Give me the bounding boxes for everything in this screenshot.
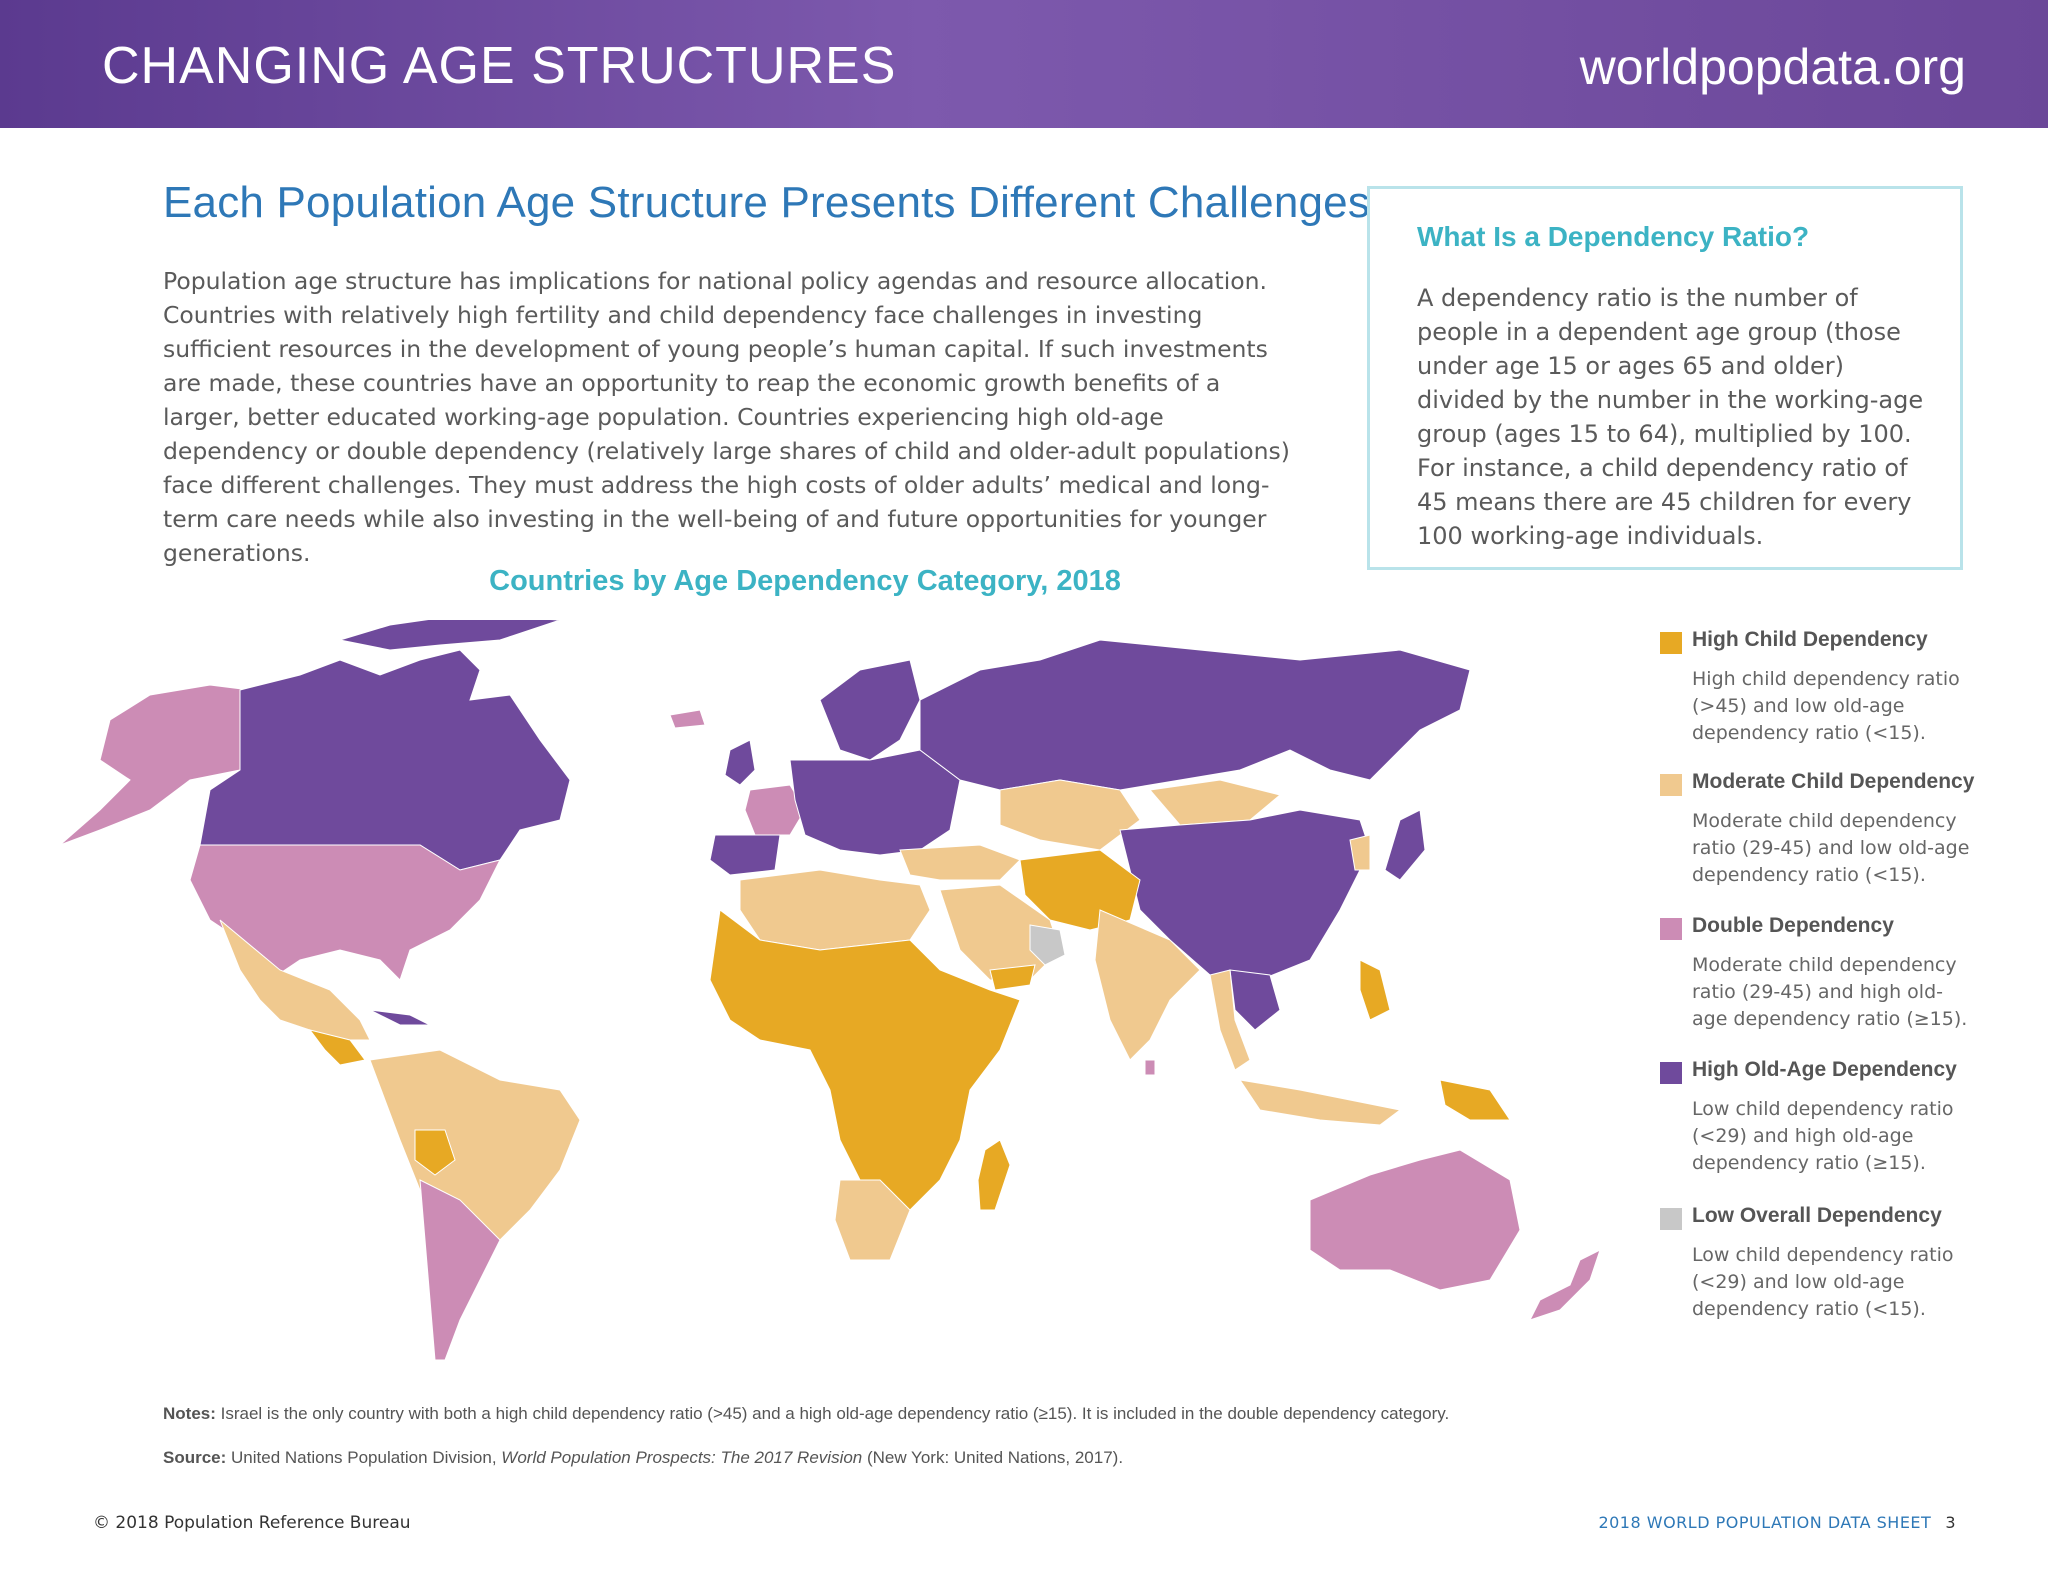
region-indochina: [1230, 970, 1280, 1030]
source-title: World Population Prospects: The 2017 Revision: [501, 1448, 863, 1467]
definition-box: [1367, 186, 1963, 570]
section-title: CHANGING AGE STRUCTURES: [102, 37, 897, 95]
region-iceland: [670, 710, 705, 728]
source-label: Source:: [163, 1448, 227, 1467]
world-map: [40, 620, 1660, 1380]
region-yemen: [990, 965, 1035, 990]
legend-desc: Low child dependency ratio (<29) and low old-age dependency ratio (<15).: [1692, 1244, 1954, 1320]
notes-label: Notes:: [163, 1404, 216, 1423]
source: [163, 1448, 1123, 1468]
definition-title: What Is a Dependency Ratio?: [1417, 221, 1810, 252]
legend-swatch: [1660, 632, 1682, 654]
region-australia: [1310, 1150, 1520, 1290]
legend-swatch: [1660, 918, 1682, 940]
notes-text: Israel is the only country with both a high child dependency ratio (>45) and a high old-age dependency ratio (≥15). It is included in the double dependency category.: [215, 1404, 1450, 1423]
legend-title: High Old-Age Dependency: [1692, 1058, 1957, 1081]
page-number: 3: [1945, 1513, 1956, 1532]
source-post: (New York: United Nations, 2017).: [862, 1448, 1124, 1467]
intro-paragraph: Population age structure has implications for national policy agendas and resource allocation. Countries with relatively high fertility and child dependency face challenges in investing sufficient resources in the development of young people’s human capital. If such investments are made, these countries have an opportunity to reap the economic growth benefits of a larger, better educated working-age population. Countries experiencing high old-age dependency or double dependency (relatively large shares of child and older-adult populations) face different challenges. They must address the high costs of older adults’ medical and long-term care needs while also investing in the well-being of and future opportunities for younger generations.: [163, 267, 1290, 567]
region-caribbean: [370, 1010, 430, 1025]
header-banner: [0, 0, 2048, 128]
region-indonesia: [1240, 1080, 1400, 1125]
region-turkey-caucasus: [900, 845, 1020, 880]
website-url[interactable]: worldpopdata.org: [1579, 39, 1966, 95]
legend-desc: Moderate child dependency ratio (29-45) and high old-age dependency ratio (≥15).: [1692, 954, 1968, 1030]
page-headline: Each Population Age Structure Presents Different Challenges: [163, 178, 1371, 227]
region-north-africa: [740, 870, 930, 950]
region-europe: [790, 750, 960, 855]
region-philippines: [1360, 960, 1390, 1020]
publication-name: 2018 WORLD POPULATION DATA SHEET: [1598, 1513, 1932, 1532]
region-sri-lanka: [1145, 1060, 1155, 1075]
legend-title: Low Overall Dependency: [1692, 1204, 1942, 1227]
source-pre: United Nations Population Division,: [226, 1448, 502, 1467]
region-madagascar: [978, 1140, 1010, 1210]
legend-title: High Child Dependency: [1692, 628, 1928, 651]
notes: [163, 1404, 1449, 1424]
region-canada: [200, 650, 570, 870]
legend-desc: Moderate child dependency ratio (29-45) and low old-age dependency ratio (<15).: [1692, 810, 1970, 886]
legend-desc: High child dependency ratio (>45) and low old-age dependency ratio (<15).: [1692, 668, 1960, 744]
legend-title: Double Dependency: [1692, 914, 1894, 937]
legend-swatch: [1660, 774, 1682, 796]
region-russia: [920, 640, 1470, 790]
region-scandinavia: [820, 660, 920, 760]
map-title: Countries by Age Dependency Category, 2018: [489, 565, 1121, 597]
region-iberia: [710, 835, 780, 875]
region-central-asia: [1000, 780, 1140, 850]
copyright: © 2018 Population Reference Bureau: [93, 1513, 411, 1533]
legend-swatch: [1660, 1062, 1682, 1084]
region-japan: [1385, 810, 1425, 880]
region-png: [1440, 1080, 1510, 1120]
region-canada-islands: [340, 620, 560, 650]
footer-publication: [1598, 1513, 1956, 1532]
legend-desc: Low child dependency ratio (<29) and high old-age dependency ratio (≥15).: [1692, 1098, 1954, 1174]
region-new-zealand: [1530, 1250, 1600, 1320]
legend-title: Moderate Child Dependency: [1692, 770, 1975, 793]
legend-swatch: [1660, 1208, 1682, 1230]
region-uk: [725, 740, 755, 785]
definition-text: A dependency ratio is the number of people in a dependent age group (those under age 15 or ages 65 and older) divided by the number in the working-age group (ages 15 to 64), multiplied by 100. For instance, a child dependency ratio of 45 means there are 45 children for every 100 working-age individuals.: [1417, 284, 1924, 550]
